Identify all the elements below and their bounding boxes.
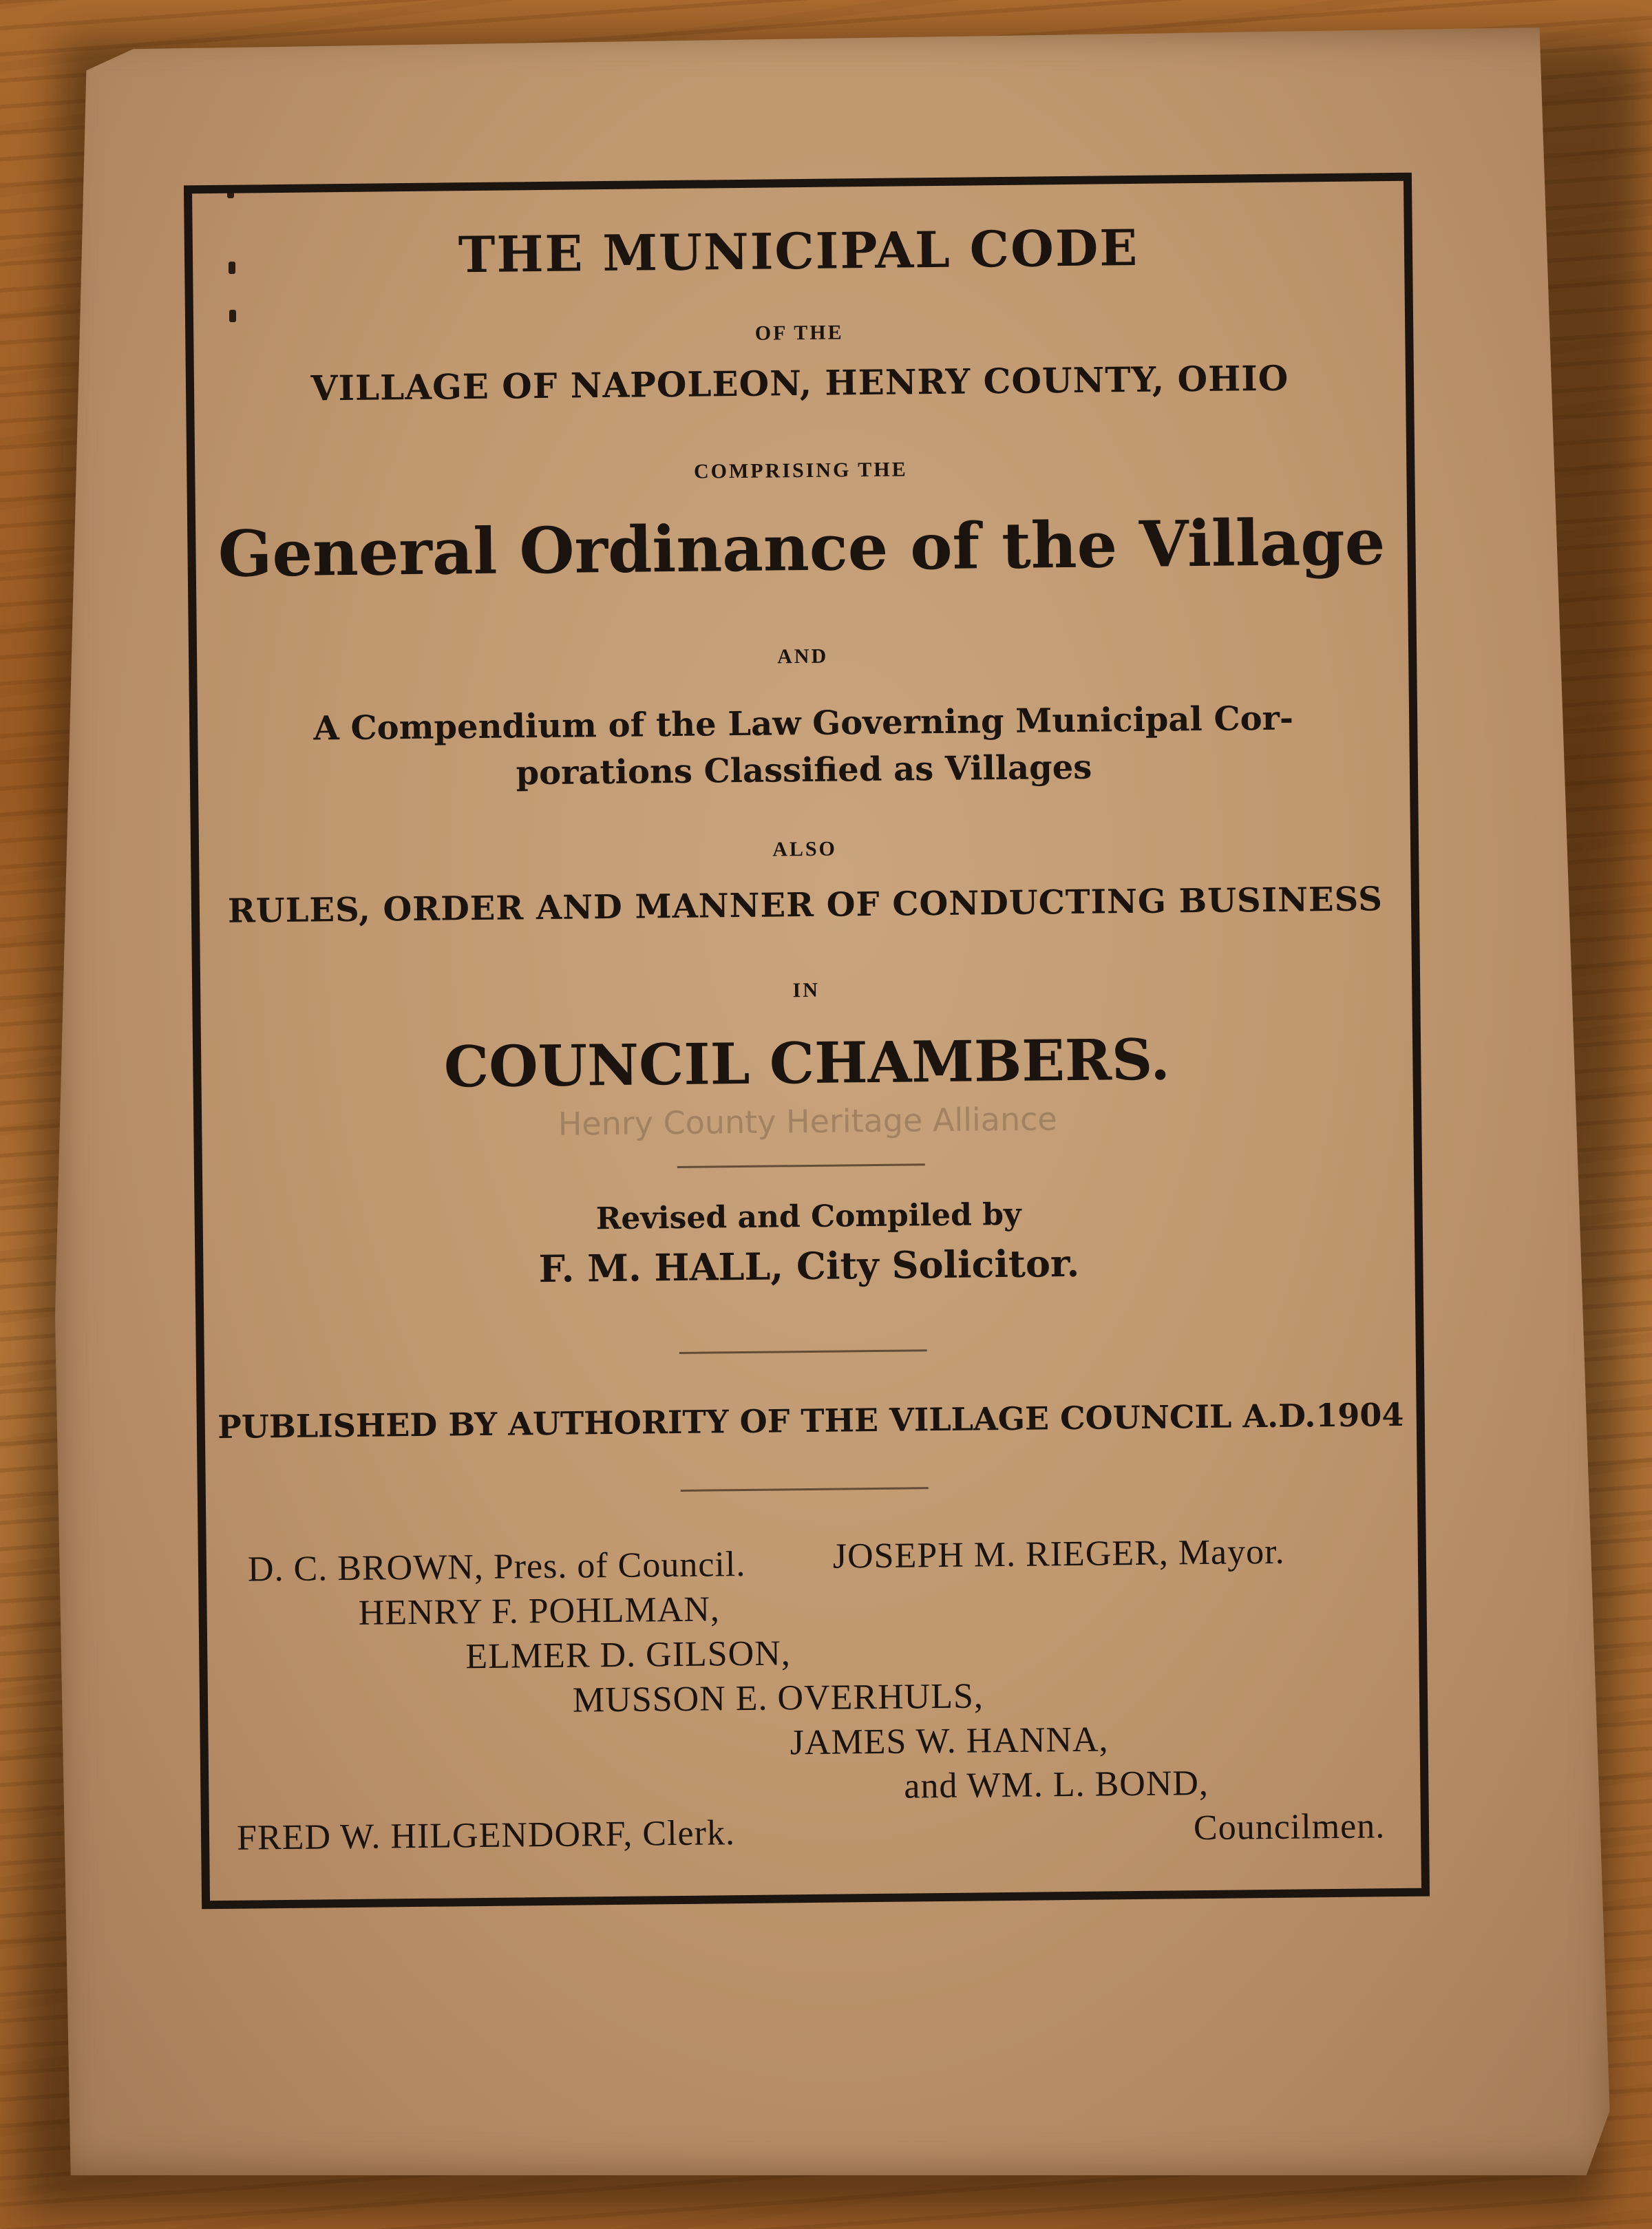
council-chambers-heading: COUNCIL CHAMBERS. <box>443 1026 1171 1101</box>
official-gilson: ELMER D. GILSON, <box>465 1634 792 1677</box>
general-ordinance-heading: General Ordinance of the Village <box>218 505 1386 591</box>
official-rieger: JOSEPH M. RIEGER, Mayor. <box>832 1532 1285 1576</box>
rules-heading: RULES, ORDER AND MANNER OF CONDUCTING BUSINESS <box>227 880 1384 931</box>
official-bond: and WM. L. BOND, <box>904 1763 1209 1806</box>
official-overhuls: MUSSON E. OVERHULS, <box>572 1676 984 1720</box>
watermark-text: Henry County Heritage Alliance <box>558 1100 1057 1143</box>
official-hilgendorf: FRED W. HILGENDORF, Clerk. <box>236 1813 736 1858</box>
divider-rule <box>677 1163 925 1168</box>
councilmen-label: Councilmen. <box>1193 1806 1386 1848</box>
officials-list <box>206 1523 1417 1858</box>
divider-rule <box>679 1349 927 1354</box>
also-label: ALSO <box>772 837 838 861</box>
compiler-name: F. M. HALL, City Solicitor. <box>538 1240 1080 1291</box>
divider-rule <box>681 1487 929 1492</box>
compendium-line-1: A Compendium of the Law Governing Municipal Cor- <box>313 699 1294 748</box>
and-label: AND <box>776 644 829 668</box>
compendium-text <box>198 694 1410 800</box>
official-hanna: JAMES W. HANNA, <box>790 1720 1109 1763</box>
in-label: IN <box>792 978 820 1002</box>
cover-title: THE MUNICIPAL CODE <box>458 218 1139 284</box>
village-name: VILLAGE OF NAPOLEON, HENRY COUNTY, OHIO <box>310 357 1289 409</box>
official-brown: D. C. BROWN, Pres. of Council. <box>247 1544 746 1589</box>
official-pohlman: HENRY F. POHLMAN, <box>358 1589 721 1633</box>
compendium-line-2: porations Classified as Villages <box>516 748 1092 793</box>
cover-text <box>192 181 1421 1901</box>
cover-border <box>184 173 1430 1910</box>
revised-by-label: Revised and Compiled by <box>595 1196 1021 1237</box>
comprising-label: COMPRISING THE <box>693 458 908 483</box>
published-line: PUBLISHED BY AUTHORITY OF THE VILLAGE COUNCIL A.D.1904 <box>217 1395 1404 1446</box>
of-the-label: OF THE <box>754 321 844 345</box>
